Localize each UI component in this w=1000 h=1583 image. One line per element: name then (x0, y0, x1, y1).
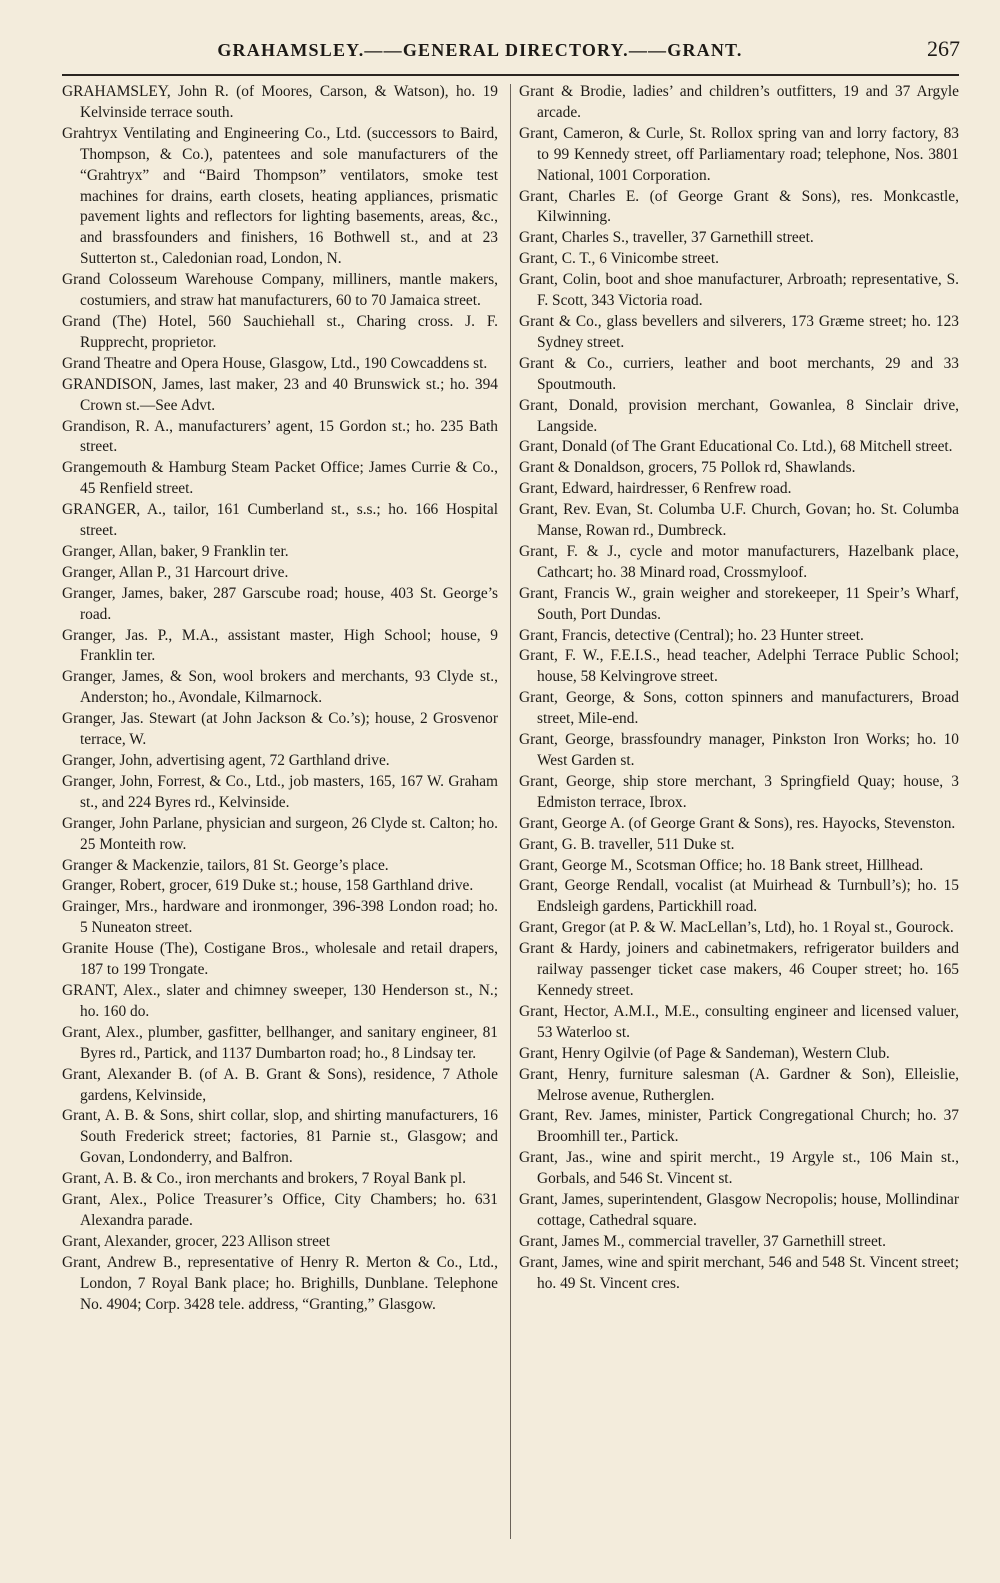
directory-entry: Grant, James M., commercial traveller, 37 Garnethill street. (519, 1232, 886, 1250)
directory-entry: Grant, Gregor (at P. & W. MacLellan’s, Ltd), ho. 1 Royal st., Gourock. (519, 919, 954, 937)
directory-entry: Granger, Jas. P., M.A., assistant master, High School; house, 9 Franklin ter. (62, 626, 498, 665)
directory-entry: Grant, George, & Sons, cotton spinners and manufacturers, Broad street, Mile-end. (519, 689, 959, 728)
directory-entry: Grant, Edward, hairdresser, 6 Renfrew road. (519, 480, 792, 498)
directory-entry: GRANT, Alex., slater and chimney sweeper, 130 Henderson st., N.; ho. 160 do. (62, 981, 498, 1020)
directory-entry: Grant, Colin, boot and shoe manufacturer, Arbroath; representative, S. F. Scott, 343 Victoria road. (519, 271, 959, 310)
directory-entry: Granger, James, & Son, wool brokers and merchants, 93 Clyde st., Anderston; ho., Avondale, Kilmarnock. (62, 668, 498, 707)
directory-entry: Grant, George Rendall, vocalist (at Muirhead & Turnbull’s); ho. 15 Endsleigh gardens, Partickhill road. (519, 877, 959, 916)
right-column (519, 82, 959, 1295)
running-title: GRAHAMSLEY.——GENERAL DIRECTORY.——GRANT. (217, 40, 743, 60)
directory-entry: GRANDISON, James, last maker, 23 and 40 Brunswick st.; ho. 394 Crown st.—See Advt. (62, 375, 498, 414)
directory-entry: Grant, Francis W., grain weigher and storekeeper, 11 Speir’s Wharf, South, Port Dundas. (519, 584, 959, 623)
directory-entry: Grand (The) Hotel, 560 Sauchiehall st., Charing cross. J. F. Rupprecht, proprietor. (62, 312, 498, 351)
directory-entry: Granger, Allan, baker, 9 Franklin ter. (62, 542, 289, 560)
directory-entry: Granger, John Parlane, physician and surgeon, 26 Clyde st. Calton; ho. 25 Monteith row. (62, 814, 498, 853)
directory-entry: Grant, A. B. & Sons, shirt collar, slop, and shirting manufacturers, 16 South Frederick street; factories, 81 Parnie st., Glasgow; and Govan, Londonderry, and Balfron. (62, 1107, 498, 1167)
directory-entry: Grant, Henry, furniture salesman (A. Gardner & Son), Elleislie, Melrose avenue, Rutherglen. (519, 1065, 959, 1104)
directory-entry: Grant, Donald, provision merchant, Gowanlea, 8 Sinclair drive, Langside. (519, 396, 959, 435)
directory-entry: Grant, Alexander, grocer, 223 Allison street (62, 1232, 331, 1250)
directory-entry: Grant, A. B. & Co., iron merchants and brokers, 7 Royal Bank pl. (62, 1170, 466, 1188)
directory-entry: Grant, James, wine and spirit merchant, 546 and 548 St. Vincent street; ho. 49 St. Vincent cres. (519, 1253, 959, 1292)
page-number: 267 (927, 36, 960, 61)
directory-entry: Grant, Hector, A.M.I., M.E., consulting engineer and licensed valuer, 53 Waterloo st. (519, 1002, 959, 1041)
directory-entry: Grant, George, brassfoundry manager, Pinkston Iron Works; ho. 10 West Garden st. (519, 731, 959, 769)
directory-entry: Granger, John, advertising agent, 72 Garthland drive. (62, 752, 390, 769)
directory-entry: Grant, Donald (of The Grant Educational Co. Ltd.), 68 Mitchell street. (519, 438, 953, 456)
directory-entry: Grand Colosseum Warehouse Company, milliners, mantle makers, costumiers, and straw hat manufacturers, 60 to 70 Jamaica street. (62, 271, 498, 310)
directory-entry: Grant, George M., Scotsman Office; ho. 18 Bank street, Hillhead. (519, 856, 924, 874)
directory-entry: Grant & Co., glass bevellers and silverers, 173 Græme street; ho. 123 Sydney street. (519, 312, 959, 351)
directory-entry: Grant, Alex., Police Treasurer’s Office, City Chambers; ho. 631 Alexandra parade. (62, 1191, 498, 1229)
directory-entry: Grant, G. B. traveller, 511 Duke st. (519, 835, 735, 853)
directory-entry: Grant, Charles E. (of George Grant & Sons), res. Monkcastle, Kilwinning. (519, 187, 959, 226)
directory-entry: Grandison, R. A., manufacturers’ agent, 15 Gordon st.; ho. 235 Bath street. (62, 417, 498, 456)
directory-entry: Grant, George A. (of George Grant & Sons), res. Hayocks, Stevenston. (519, 814, 956, 832)
directory-entry: GRANGER, A., tailor, 161 Cumberland st., s.s.; ho. 166 Hospital street. (62, 501, 498, 540)
directory-entry: Grant & Brodie, ladies’ and children’s outfitters, 19 and 37 Argyle arcade. (519, 83, 959, 121)
directory-entry: Grant, C. T., 6 Vinicombe street. (519, 250, 719, 268)
directory-entry: Granger, James, baker, 287 Garscube road; house, 403 St. George’s road. (62, 584, 498, 623)
directory-entry: Grant, Francis, detective (Central); ho. 23 Hunter street. (519, 626, 864, 644)
directory-entry: Grangemouth & Hamburg Steam Packet Office; James Currie & Co., 45 Renfield street. (62, 459, 498, 498)
directory-entry: Grant, Henry Ogilvie (of Page & Sandeman), Western Club. (519, 1044, 890, 1062)
directory-entry: Grand Theatre and Opera House, Glasgow, Ltd., 190 Cowcaddens st. (62, 354, 488, 372)
directory-entry: Granger, Jas. Stewart (at John Jackson & Co.’s); house, 2 Grosvenor terrace, W. (62, 710, 498, 749)
page-header (60, 36, 960, 70)
directory-entry: Grant, Andrew B., representative of Henry R. Merton & Co., Ltd., London, 7 Royal Bank place; ho. Brighills, Dunblane. Telephone No. 4904; Corp. 3428 tele. address, “Granting,” Glasgow. (62, 1253, 498, 1313)
directory-entry: GRAHAMSLEY, John R. (of Moores, Carson, & Watson), ho. 19 Kelvinside terrace south. (62, 83, 498, 121)
column-divider (510, 84, 511, 1539)
directory-entry: Grainger, Mrs., hardware and ironmonger, 396-398 London road; ho. 5 Nuneaton street. (62, 898, 498, 937)
directory-entry: Granger, John, Forrest, & Co., Ltd., job masters, 165, 167 W. Graham st., and 224 Byres rd., Kelvinside. (62, 772, 498, 811)
directory-entry: Grant, Alex., plumber, gasfitter, bellhanger, and sanitary engineer, 81 Byres rd., Partick, and 1137 Dumbarton road; ho., 8 Lindsay ter. (62, 1023, 498, 1062)
header-rule (62, 74, 959, 76)
directory-entry: Grant, James, superintendent, Glasgow Necropolis; house, Mollindinar cottage, Cathedral square. (519, 1191, 959, 1229)
directory-entry: Grant, Charles S., traveller, 37 Garnethill street. (519, 229, 814, 247)
directory-entry: Grant, Jas., wine and spirit mercht., 19 Argyle st., 106 Main st., Gorbals, and 546 St. Vincent st. (519, 1149, 959, 1188)
directory-entry: Grahtryx Ventilating and Engineering Co., Ltd. (successors to Baird, Thompson, & Co.), patentees and sole manufacturers of the “Grahtryx” and “Baird Thompson” ventilators, smoke test machines for drains, earth closets, heating appliances, prismatic pavement lights and reflectors for lighting basements, areas, &c., and brassfounders and finishers, 16 Bothwell st., and at 23 Sutterton st., Caledonian road, London, N. (62, 124, 498, 268)
directory-entry: Granger, Allan P., 31 Harcourt drive. (62, 563, 289, 581)
directory-entry: Grant, George, ship store merchant, 3 Springfield Quay; house, 3 Edmiston terrace, Ibrox. (519, 772, 959, 811)
directory-entry: Granger & Mackenzie, tailors, 81 St. George’s place. (62, 856, 389, 874)
directory-entry: Grant, F. & J., cycle and motor manufacturers, Hazelbank place, Cathcart; ho. 38 Minard road, Crossmyloof. (519, 542, 959, 581)
directory-entry: Grant & Co., curriers, leather and boot merchants, 29 and 33 Spoutmouth. (519, 354, 959, 393)
directory-entry: Granger, Robert, grocer, 619 Duke st.; house, 158 Garthland drive. (62, 877, 474, 895)
directory-entry: Grant & Hardy, joiners and cabinetmakers, refrigerator builders and railway passenger ticket case makers, 46 Couper street; ho. 165 Kennedy street. (519, 940, 959, 999)
directory-entry: Grant, Cameron, & Curle, St. Rollox spring van and lorry factory, 83 to 99 Kennedy street, off Parliamentary road; telephone, Nos. 3801 National, 1001 Corporation. (519, 124, 959, 184)
directory-entry: Grant, F. W., F.E.I.S., head teacher, Adelphi Terrace Public School; house, 58 Kelvingrove street. (519, 647, 959, 686)
directory-entry: Grant, Alexander B. (of A. B. Grant & Sons), residence, 7 Athole gardens, Kelvinside, (62, 1065, 498, 1104)
directory-entry: Grant & Donaldson, grocers, 75 Pollok rd, Shawlands. (519, 459, 856, 477)
directory-entry: Granite House (The), Costigane Bros., wholesale and retail drapers, 187 to 199 Trongate. (62, 940, 498, 979)
left-column (62, 82, 498, 1315)
directory-entry: Grant, Rev. James, minister, Partick Congregational Church; ho. 37 Broomhill ter., Partick. (519, 1107, 959, 1146)
directory-entry: Grant, Rev. Evan, St. Columba U.F. Church, Govan; ho. St. Columba Manse, Rowan rd., Dumbreck. (519, 501, 959, 540)
